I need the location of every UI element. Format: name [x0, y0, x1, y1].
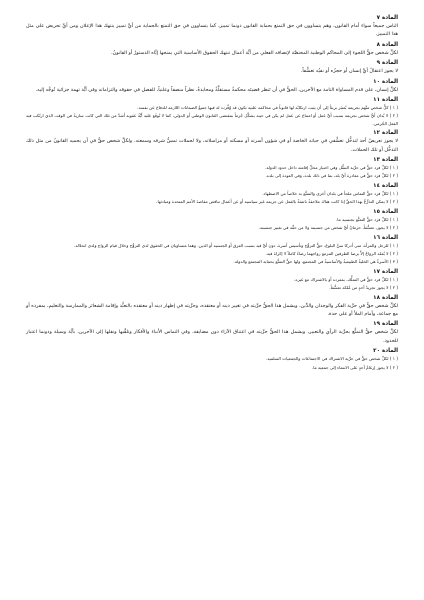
article-paragraph: لا يجوز تعريضُ أحد لتدخُّل تعسُّفي في حياته الخاصة أو في شؤون أسرته أو مسكنه أو مراسلاته، ولا لحملات تمسُّ شرفه وسمعته. ولكلِّ شخص حقٌّ في أن يحميه القانونُ من مثل ذلك التدخُّل أو تلك الحملات. — [26, 138, 398, 153]
article-paragraph: ( ٢ ) لا يجوز تجريدُ أحدٍ من مُلكه تعسُّفاً. — [329, 285, 398, 291]
article-paragraph: الناس جميعاً سواء أمام القانون، وهم يتساوون في حق التمتع بحماية القانون دونما تمييز، كما يتساوون في حق التمتع بالحماية من أيِّ تمييز ينتهك هذا الإعلان ومن أيِّ تحريض على مثل هذا التمييز. — [26, 23, 398, 38]
article-paragraph: ( ١ ) كلُّ شخص متَّهم بجريمة يُعتبَر بريئاً إلى أن يثبت ارتكابُه لها قانوناً في محاكمة علنية تكون قد وُفِّرت له فيها جميعُ الضمانات اللازمة للدفاع عن نفسه. — [137, 105, 398, 111]
article-heading: المادة ١٥ — [373, 208, 398, 215]
article-heading: المادة ١٨ — [373, 294, 398, 301]
article-paragraph: ( ١ ) لكلِّ شخص حقٌّ في حرِّية الاشتراك في الاجتماعات والجمعيات السلمية. — [266, 356, 398, 362]
article-heading: المادة ٢٠ — [373, 348, 398, 355]
article-paragraph: لكلِّ إنسان، على قدم المساواة التامة مع الآخرين، الحقُّ في أن تَنظر قضيتَه محكمةٌ مستقلَّةٌ ومحايدةٌ، نظراً منصفاً وعلنياً، للفصل في حقوقه والتزاماته وفى أيَّة تهمة جزائية تُوجَّه إليه. — [35, 86, 398, 93]
article-paragraph: ( ٢ ) لا يُدان أيُّ شخص بجريمة بسبب أيِّ عمل أو امتناع عن عمل لم يكن في حينه يشكِّل جُرماً بمقتضى القانون الوطني أو الدولي، كما لا تُوقَع عليه أيَّةُ عقوبة أشدَّ من تلك التي كانت ساريةً في الوقت الذي ارتُكب فيه الفعل الجُرمي. — [26, 113, 398, 126]
article-section — [26, 59, 398, 75]
article-section — [26, 129, 398, 154]
article-heading: المادة ١٧ — [373, 268, 398, 275]
article-paragraph: ( ٣ ) الأسرةُ هي الخليةُ الطبيعيةُ والأساسيةُ في المجتمع، ولها حقُّ التمتُّع بحماية المجتمع والدولة. — [233, 259, 398, 265]
article-heading: المادة ١٢ — [373, 130, 398, 137]
article-paragraph: ( ١ ) لكلِّ فرد حقُّ التمتُّع بجنسية ما. — [335, 216, 398, 222]
article-section — [26, 14, 398, 39]
article-paragraph: ( ١ ) للرجل والمرأة، متى أدركا سنَّ البلوغ، حقُّ التزوُّج وتأسيس أسرة، دون أيِّ قيد بسبب العرق أو الجنسية أو الدين. وهما متساويان في الحقوق لدى التزوُّج وخلال قيام الزواج ولدى انحلاله. — [73, 242, 398, 248]
article-paragraph: ( ٢ ) لا يجوز إرغامُ أحدٍ على الانتماء إلى جمعية ما. — [311, 364, 398, 370]
article-paragraph: لكلِّ شخص حقُّ التمتُّع بحرِّية الرأي والتعبير، ويشمل هذا الحقُّ حرِّيته في اعتناق الآراء دون مضايقة، وفي التماس الأنباء والأفكار وتلقِّيها ونقلها إلى الآخرين، بأيَّة وسيلة ودونما اعتبار للحدود. — [26, 329, 398, 344]
article-paragraph: ( ١ ) لكلِّ فرد حقٌّ في التملُّك، بمفرده أو بالاشتراك مع غيره. — [294, 276, 398, 282]
article-paragraph: لكلِّ شخص حقٌّ في حرِّية الفكر والوجدان والدِّين، ويشمل هذا الحقُّ حرِّيته في تغيير دينه أو معتقده، وحرِّيته في إظهار دينه أو معتقده بالتعبُّد وإقامة الشعائر والممارسة والتعليم، بمفرده أو مع جماعة، وأمام الملأ أو على حدة. — [26, 302, 398, 317]
article-paragraph: ( ٢ ) لا يُعقَد الزواجُ إلاَّ برضا الطرفين المزمع زواجهما رضاءً كاملاً لا إكراهَ فيه. — [265, 250, 398, 256]
article-section — [26, 347, 398, 371]
article-paragraph: لا يجوز اعتقالُ أيِّ إنسان أو حجزُه أو نفيُه تعسُّفاً. — [300, 68, 398, 75]
article-section — [26, 182, 398, 206]
article-section — [26, 234, 398, 266]
article-section — [26, 78, 398, 94]
article-paragraph: ( ٢ ) لكلِّ فرد حقٌّ في مغادرة أيِّ بلد، بما في ذلك بلده، وفي العودة إلى بلده. — [265, 173, 398, 179]
article-heading: المادة ٩ — [376, 60, 398, 67]
article-section — [26, 156, 398, 180]
article-heading: المادة ١٤ — [373, 182, 398, 189]
article-section — [26, 41, 398, 57]
article-paragraph: ( ١ ) لكلِّ فرد حقٌّ في حرِّية التنقُّل وفي اختيار محلِّ إقامته داخل حدود الدولة. — [265, 165, 398, 171]
article-heading: المادة ١٦ — [373, 234, 398, 241]
article-heading: المادة ١٠ — [373, 78, 398, 85]
article-paragraph: ( ٢ ) لا يجوز، تعسُّفاً، حرمانُ أيِّ شخص من جنسيته ولا من حقِّه في تغيير جنسيته. — [258, 225, 398, 231]
article-paragraph: ( ٢ ) لا يمكن التذرُّعُ بهذا الحقِّ إذا كانت هناك ملاحقةٌ ناشئةٌ بالفعل عن جريمة غير سياسية أو عن أعمال تناقض مقاصدَ الأمم المتحدة ومبادئها. — [156, 199, 398, 205]
article-heading: المادة ١١ — [373, 97, 398, 104]
article-heading: المادة ١٣ — [373, 157, 398, 164]
article-section — [26, 96, 398, 127]
article-paragraph: ( ١ ) لكلِّ فرد حقُّ التماس ملجأ في بلدان أخرى والتمتُّع به خلاصاً من الاضطهاد. — [262, 190, 398, 196]
article-section — [26, 294, 398, 319]
article-section — [26, 208, 398, 232]
article-section — [26, 268, 398, 292]
article-paragraph: لكلِّ شخص حقُّ اللجوء إلى المحاكم الوطنية المختصَّة لإنصافه الفعلي من أيَّة أعمال تنتهك الحقوق الأساسية التي يمنحها إيَّاه الدستورُ أو القانونُ. — [111, 49, 398, 56]
article-heading: المادة ٧ — [376, 15, 398, 21]
article-heading: المادة ٨ — [376, 41, 398, 48]
article-heading: المادة ١٩ — [373, 321, 398, 328]
article-section — [26, 320, 398, 345]
